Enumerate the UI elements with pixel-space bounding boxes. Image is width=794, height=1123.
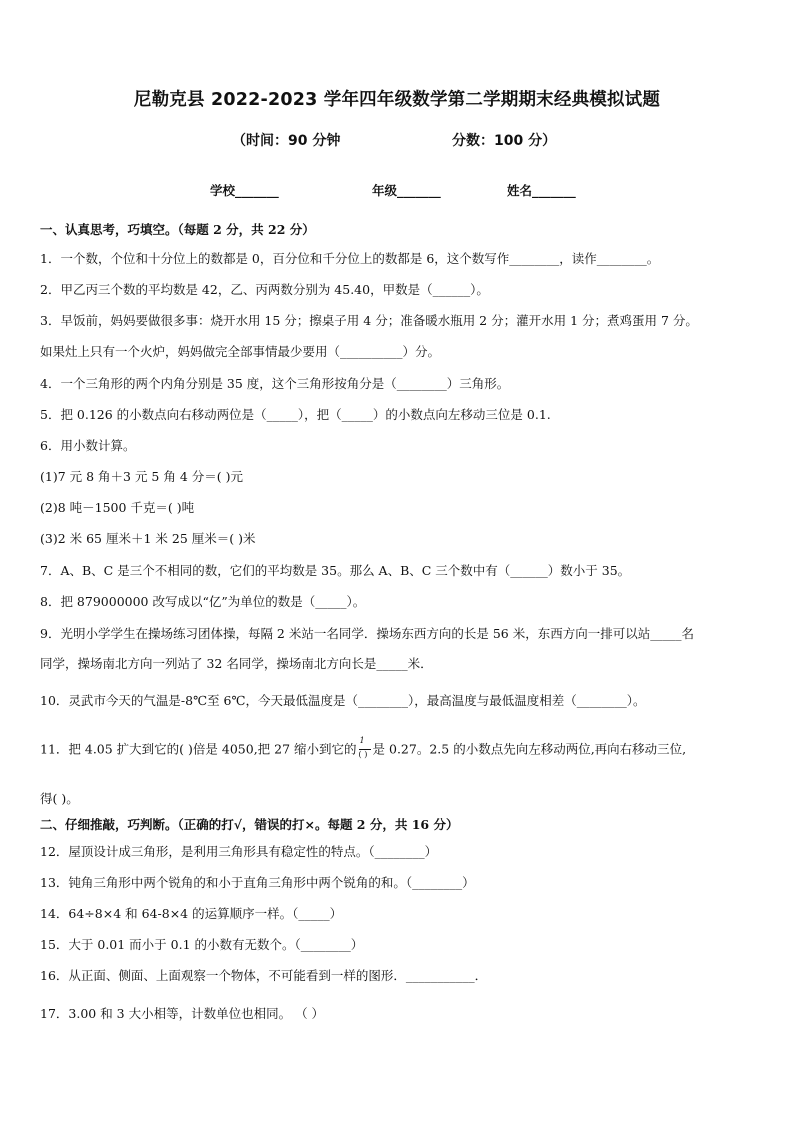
section-heading-2: 二、仔细推敲，巧判断。（正确的打√，错误的打×。每题 2 分，共 16 分） <box>40 817 459 832</box>
question-8: 8．把 879000000 改写成以“亿”为单位的数是（_____）。 <box>40 594 366 609</box>
question-16: 16．从正面、侧面、上面观察一个物体，不可能看到一样的图形．___________． <box>40 968 488 983</box>
question-4: 4．一个三角形的两个内角分别是 35 度，这个三角形按角分是（________）三角形。 <box>40 376 510 391</box>
question-10: 10．灵武市今天的气温是-8℃至 6℃，今天最低温度是（________），最高温度与最低温度相差（________）。 <box>40 693 646 708</box>
fraction-numerator: 1 <box>359 736 365 745</box>
question-6: 6．用小数计算。 <box>40 438 136 453</box>
question-9-line-2: 同学，操场南北方向一列站了 32 名同学，操场南北方向长是_____米． <box>40 656 433 671</box>
grade-field: 年级_______ <box>372 183 441 198</box>
page-title: 尼勒克县 2022-2023 学年四年级数学第二学期期末经典模拟试题 <box>133 90 661 110</box>
question-3-line-1: 3．早饭前，妈妈要做很多事：烧开水用 15 分；擦桌子用 4 分；准备暖水瓶用 2 分；灌开水用 1 分；煮鸡蛋用 7 分。 <box>40 313 698 328</box>
question-2: 2．甲乙丙三个数的平均数是 42，乙、丙两数分别为 45.40，甲数是（______）。 <box>40 282 489 297</box>
question-6-part-3: (3)2 米 65 厘米＋1 米 25 厘米＝( )米 <box>40 531 256 546</box>
question-9-line-1: 9．光明小学学生在操场练习团体操，每隔 2 米站一名同学．操场东西方向的长是 56 米，东西方向一排可以站_____名 <box>40 626 694 641</box>
exam-score: 分数：100 分） <box>452 133 557 149</box>
question-17: 17．3.00 和 3 大小相等，计数单位也相同。 （ ） <box>40 1006 325 1021</box>
fraction-denominator: ( ) <box>358 750 368 759</box>
question-6-part-2: (2)8 吨－1500 千克＝( )吨 <box>40 500 195 515</box>
question-13: 13．钝角三角形中两个锐角的和小于直角三角形中两个锐角的和。（________） <box>40 875 475 890</box>
question-1: 1．一个数，个位和十分位上的数都是 0，百分位和千分位上的数都是 6，这个数写作________，读作________。 <box>40 251 660 266</box>
question-14: 14．64÷8×4 和 64-8×4 的运算顺序一样。（_____） <box>40 906 343 921</box>
question-15: 15．大于 0.01 而小于 0.1 的小数有无数个。（________） <box>40 937 364 952</box>
question-3-line-2: 如果灶上只有一个火炉，妈妈做完全部事情最少要用（__________）分。 <box>40 344 441 359</box>
fraction <box>358 736 372 760</box>
question-6-part-1: (1)7 元 8 角＋3 元 5 角 4 分＝( )元 <box>40 469 243 484</box>
name-field: 姓名_______ <box>507 183 576 198</box>
question-11-text-b: 是 0.27。2.5 的小数点先向左移动两位,再向右移动三位, <box>372 741 687 757</box>
school-field: 学校_______ <box>210 183 279 198</box>
question-12: 12．屋顶设计成三角形，是利用三角形具有稳定性的特点。（________） <box>40 844 438 859</box>
section-heading-1: 一、认真思考，巧填空。（每题 2 分，共 22 分） <box>40 222 315 237</box>
question-11-line-1 <box>40 736 687 760</box>
question-11-text-a: 11．把 4.05 扩大到它的( )倍是 4050,把 27 缩小到它的 <box>40 741 357 757</box>
question-5: 5．把 0.126 的小数点向右移动两位是（_____），把（_____）的小数点向左移动三位是 0.1. <box>40 407 551 422</box>
question-11-line-2: 得( )。 <box>40 791 79 806</box>
question-7: 7．A、B、C 是三个不相同的数，它们的平均数是 35。那么 A、B、C 三个数中有（______）数小于 35。 <box>40 563 631 578</box>
exam-time: （时间：90 分钟 <box>232 133 341 149</box>
